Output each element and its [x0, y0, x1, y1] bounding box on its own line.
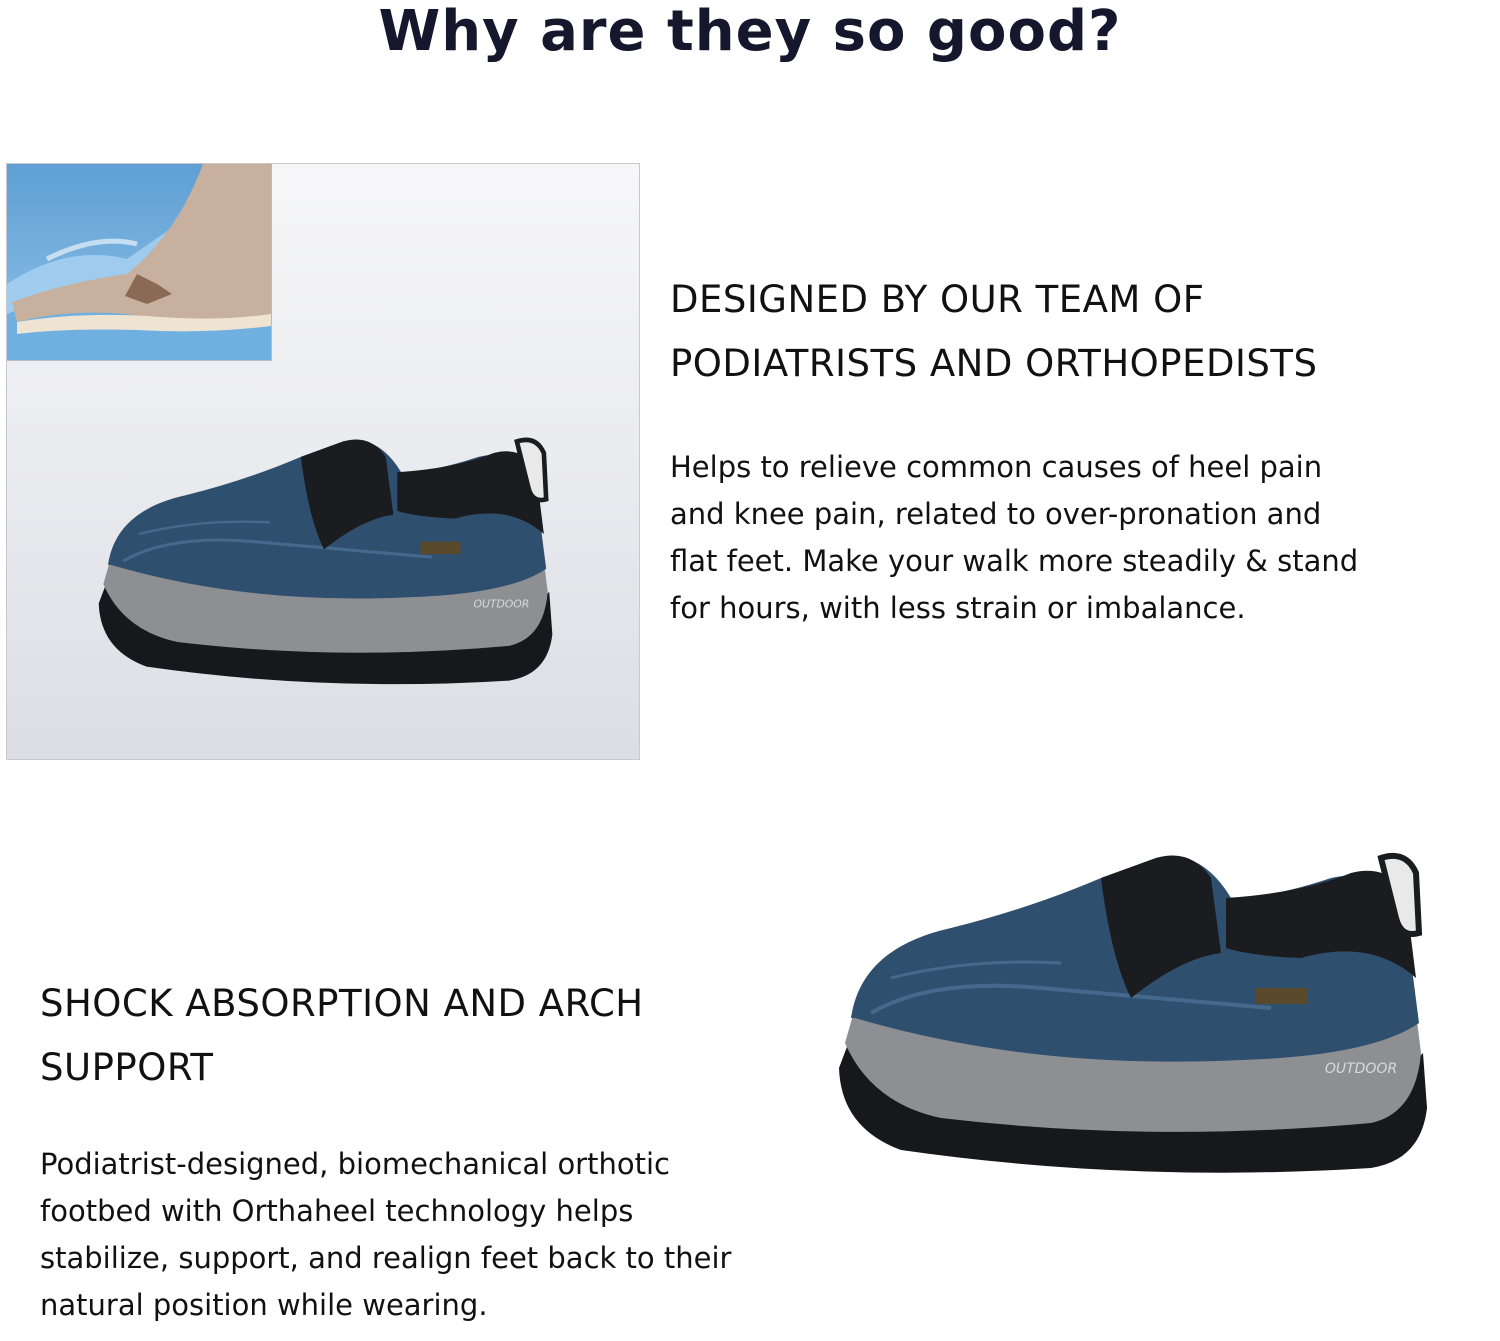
section-2-heading-line-1: SHOCK ABSORPTION AND ARCH: [40, 982, 644, 1025]
section-2-body: [40, 1141, 840, 1329]
section-1-body: [670, 444, 1498, 632]
section-1-heading-line-2: PODIATRISTS AND ORTHOPEDISTS: [670, 342, 1318, 385]
shoe-graphic: [99, 440, 553, 685]
section-1-heading: [670, 268, 1490, 396]
page-headline: Why are they so good?: [378, 0, 1122, 64]
section-2-heading-line-2: SUPPORT: [40, 1046, 214, 1089]
section-1-heading-line-1: DESIGNED BY OUR TEAM OF: [670, 278, 1205, 321]
section-2-heading: [40, 972, 800, 1100]
section-1-body-line: for hours, with less strain or imbalance.: [670, 591, 1246, 625]
section-1-body-line: and knee pain, related to over-pronation and: [670, 497, 1322, 531]
section-2-body-line: footbed with Orthaheel technology helps: [40, 1194, 634, 1228]
shoe-image-2: [826, 838, 1436, 1188]
sole-label: OUTDOOR: [1324, 1061, 1398, 1077]
shoe-image-1: [89, 426, 559, 696]
sole-label: OUTDOOR: [473, 597, 530, 611]
section-2-body-line: Podiatrist-designed, biomechanical orthotic: [40, 1147, 670, 1181]
shoe-graphic: [839, 856, 1427, 1173]
section-1-body-line: Helps to relieve common causes of heel pain: [670, 450, 1323, 484]
feature-image-panel: [6, 163, 640, 760]
section-2-body-line: stabilize, support, and realign feet back to their: [40, 1241, 732, 1275]
section-2-body-line: natural position while wearing.: [40, 1288, 488, 1322]
footbed-illustration: [7, 164, 272, 361]
section-1-body-line: flat feet. Make your walk more steadily & stand: [670, 544, 1359, 578]
